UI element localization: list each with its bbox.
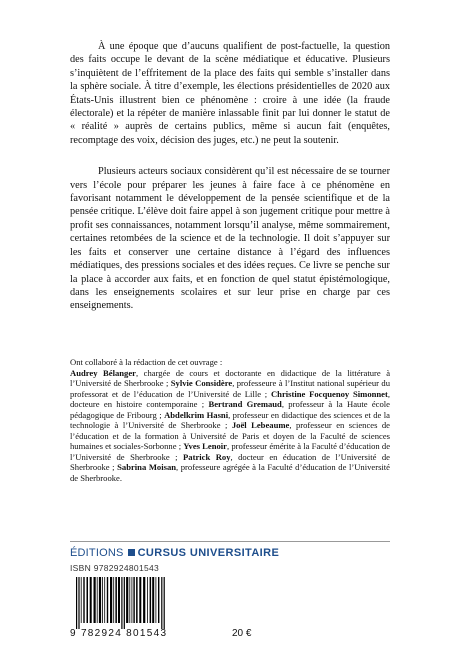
contributor-name: Sylvie Considère	[170, 378, 233, 388]
publisher-square-icon	[128, 549, 135, 556]
contributor-name: Joël Lebeaume	[231, 420, 290, 430]
contributors-block	[70, 357, 390, 483]
back-cover-text	[70, 40, 390, 313]
divider	[70, 541, 390, 542]
publisher-name-cursus: CURSUS UNIVERSITAIRE	[137, 547, 280, 559]
contributor-description: , professeur en didactique des sciences et de la technologie à l’Université de Sherbrooke ;	[70, 409, 390, 430]
publisher-logo	[70, 547, 310, 561]
contributor-description: , professeure à l’Institut national supérieur du professorat et de l’éducation de l’Université de Lille ;	[70, 378, 390, 399]
contributors-list	[70, 368, 390, 483]
contributor-description: , professeur à la Haute école pédagogique de Fribourg ;	[70, 399, 390, 420]
contributor-name: Patrick Roy	[183, 451, 231, 462]
contributors-intro: Ont collaboré à la rédaction de cet ouvrage :	[70, 357, 223, 367]
contributor-name: Christine Focquenoy Simonnet	[270, 388, 388, 399]
contributor-name: Bertrand Gremaud	[208, 399, 282, 409]
contributor-name: Audrey Bélanger	[70, 367, 136, 378]
contributor-name: Sabrina Moisan	[117, 462, 177, 472]
contributor-description: , professeure agrégée à la Faculté d’éducation de l’Université de Sherbrooke.	[70, 462, 390, 483]
contributor-description: , professeur en sciences de l’éducation et de la formation à Université de Paris et doyen de la Faculté de sciences humaines et sociales-Sorbonne ;	[70, 420, 390, 451]
contributor-description: , professeur émérite à la Faculté d’éducation de l’Université de Sherbrooke ;	[70, 441, 391, 462]
price-label: 20 €	[232, 628, 252, 639]
contributor-description: , docteur en éducation de l’Université de Sherbrooke ;	[70, 451, 390, 472]
summary-paragraph-1: À une époque que d’aucuns qualifient de post-factuelle, la question des faits occupe le devant de la scène médiatique et éducative. Plusieurs s’inquiètent de l’effritement de la place des faits qui semble s’installer dans la sphère sociale. À titre d’exemple, les élections présidentielles de 2020 aux États-Unis illustrent bien ce phénomène : croire à une idée (la fraude électorale) et la répéter de manière inlassable finit par lui donner le statut de « réalité » auprès de certains publics, même si aucun fait (enquêtes, recomptage des voix, décision des juges, etc.) ne peut la soutenir.	[70, 41, 390, 146]
contributor-description: , chargée de cours et doctorante en didactique de la littérature à l’Université de Sherbrooke ;	[70, 367, 391, 388]
contributor-name: Abdelkrim Hasni	[164, 409, 229, 420]
summary-paragraph-2: Plusieurs acteurs sociaux considèrent qu’il est nécessaire de se tourner vers l’école pour préparer les jeunes à faire face à ce phénomène en favorisant notamment le développement de la pensée scientifique et de la pensée critique. L’élève doit faire appel à son jugement critique pour mettre à profit ses connaissances, notamment lorsqu’il analyse, même sommairement, certaines retombées de la science et de la technologie. Il doit s’appuyer sur les faits et conserver une certaine distance à l’égard des influences médiatiques, des pressions sociales et des idées reçues. Ce livre se penche sur la place à accorder aux faits, et en fonction de quel statut épistémologique, dans les enseignements scolaires et sur leur prise en charge par ces enseignements.	[70, 166, 390, 312]
contributor-description: , docteure en histoire contemporaine ;	[70, 388, 391, 409]
barcode-digits: 9 782924 801543	[70, 628, 168, 639]
isbn-label: ISBN 9782924801543	[70, 563, 160, 573]
publisher-name-editions: ÉDITIONS	[70, 547, 124, 559]
contributor-name: Yves Lenoir	[183, 441, 228, 451]
barcode-image	[70, 577, 222, 629]
